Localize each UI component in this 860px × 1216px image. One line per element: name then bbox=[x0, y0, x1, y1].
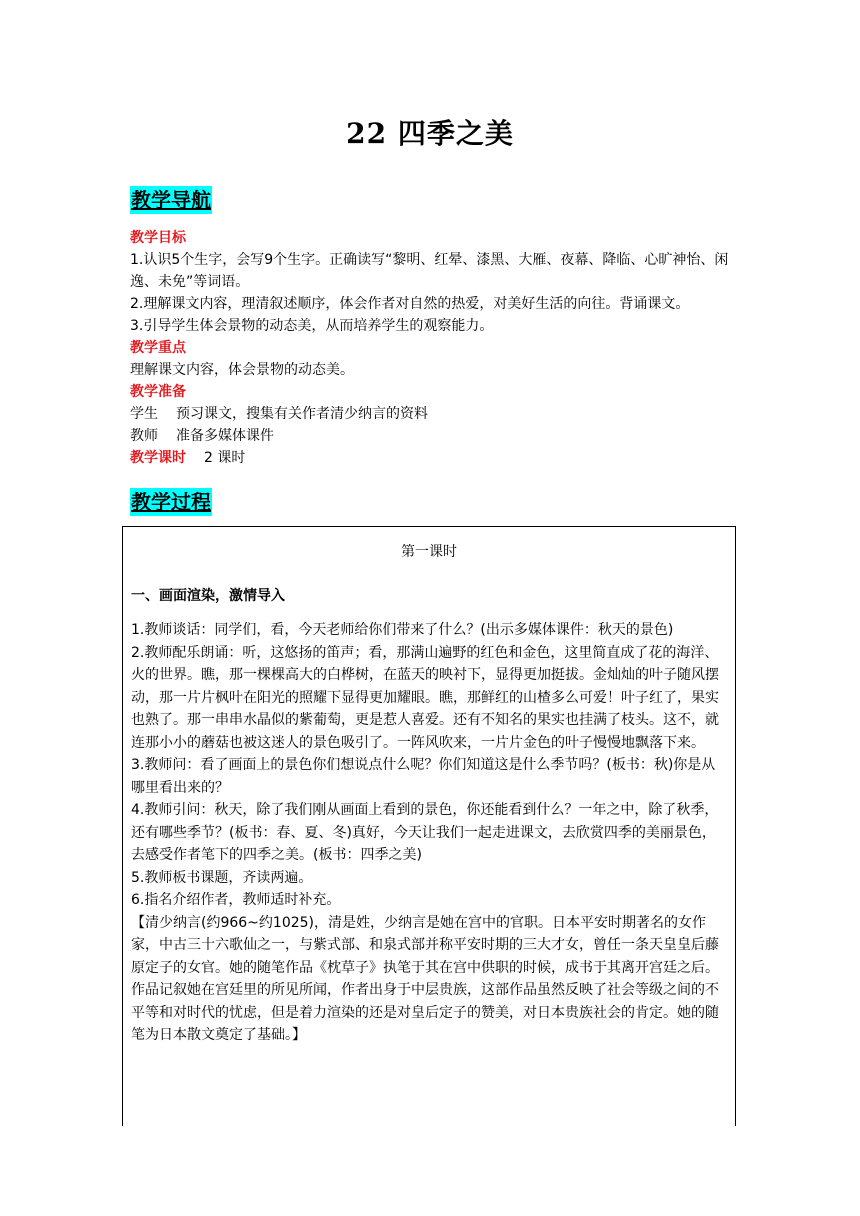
lesson-paragraph-5: 5.教师板书课题，齐读两遍。 bbox=[131, 869, 313, 886]
teaching-process-heading: 教学过程 bbox=[131, 490, 211, 514]
lesson-paragraph-2: 2.教师配乐朗诵：听，这悠扬的笛声；看，那满山遍野的红色和金色，这里简直成了花的海洋、火的世界。瞧，那一棵棵高大的白桦树，在蓝天的映衬下，显得更加挺拔。金灿灿的叶子随风摆动，那一片片枫叶在阳光的照耀下显得更加耀眼。瞧，那鲜红的山楂多么可爱！叶子红了，果实也熟了。那一串串水晶似的紫葡萄，更是惹人喜爱。还有不知名的果实也挂满了枝头。这不，就连那小小的蘑菇也被这迷人的景色吸引了。一阵风吹来，一片片金色的叶子慢慢地飘落下来。 bbox=[131, 644, 719, 751]
lesson-paragraph-1: 1.教师谈话：同学们，看，今天老师给你们带来了什么？(出示多媒体课件：秋天的景色) bbox=[131, 622, 674, 638]
lesson-label: 第一课时 bbox=[401, 544, 457, 560]
hours-heading: 教学课时 bbox=[130, 450, 186, 466]
prep-text: 准备多媒体课件 bbox=[176, 428, 274, 444]
prep-row-teacher bbox=[130, 425, 740, 447]
lesson-table bbox=[122, 526, 736, 1126]
part-title: 一、画面渲染，激情导入 bbox=[131, 588, 285, 604]
prep-role: 教师 bbox=[130, 428, 158, 444]
prep-role: 学生 bbox=[130, 406, 158, 422]
lesson-paragraph-3: 3.教师问：看了画面上的景色你们想说点什么呢？你们知道这是什么季节吗？(板书：秋)你是从哪里看出来的？ bbox=[131, 757, 716, 796]
prep-row-student bbox=[130, 403, 740, 425]
goal-item-2: 2.理解课文内容，理清叙述顺序，体会作者对自然的热爱，对美好生活的向往。背诵课文。 bbox=[130, 296, 690, 312]
lesson-paragraph-6: 6.指名介绍作者，教师适时补充。 bbox=[131, 892, 341, 908]
goal-item-1: 1.认识5个生字，会写9个生字。正确读写“黎明、红晕、漆黑、大雁、夜幕、降临、心旷神怡、闲逸、未免”等词语。 bbox=[130, 252, 729, 290]
teaching-nav-content bbox=[130, 227, 740, 469]
prep-heading: 教学准备 bbox=[130, 384, 186, 400]
focus-text: 理解课文内容，体会景物的动态美。 bbox=[130, 362, 354, 378]
goal-item-3: 3.引导学生体会景物的动态美，从而培养学生的观察能力。 bbox=[130, 318, 494, 334]
hours-row bbox=[130, 447, 740, 469]
prep-text: 预习课文，搜集有关作者清少纳言的资料 bbox=[176, 406, 428, 422]
hours-text: 2 课时 bbox=[204, 450, 246, 466]
focus-heading: 教学重点 bbox=[130, 340, 186, 356]
lesson-paragraph-4: 4.教师引问：秋天，除了我们刚从画面上看到的景色，你还能看到什么？一年之中，除了秋季，还有哪些季节？(板书：春、夏、冬)真好，今天让我们一起走进课文，去欣赏四季的美丽景色，去感受作者笔下的四季之美。(板书：四季之美) bbox=[131, 802, 719, 863]
lesson-body bbox=[131, 619, 729, 1047]
goals-heading: 教学目标 bbox=[130, 230, 186, 246]
page-title: 22 四季之美 bbox=[346, 117, 514, 150]
teaching-nav-heading: 教学导航 bbox=[131, 188, 211, 212]
author-note: 【清少纳言(约966~约1025)，清是姓，少纳言是她在宫中的官职。日本平安时期著名的女作家，中古三十六歌仙之一，与紫式部、和泉式部并称平安时期的三大才女，曾任一条天皇皇后藤原定子的女官。她的随笔作品《枕草子》执笔于其在宫中供职的时候，成书于其离开宫廷之后。作品记叙她在宫廷里的所见所闻，作者出身于中层贵族，这部作品虽然反映了社会等级之间的不平等和对时代的忧虑，但是着力渲染的还是对皇后定子的赞美，对日本贵族社会的肯定。她的随笔为日本散文奠定了基础。】 bbox=[131, 914, 719, 1043]
